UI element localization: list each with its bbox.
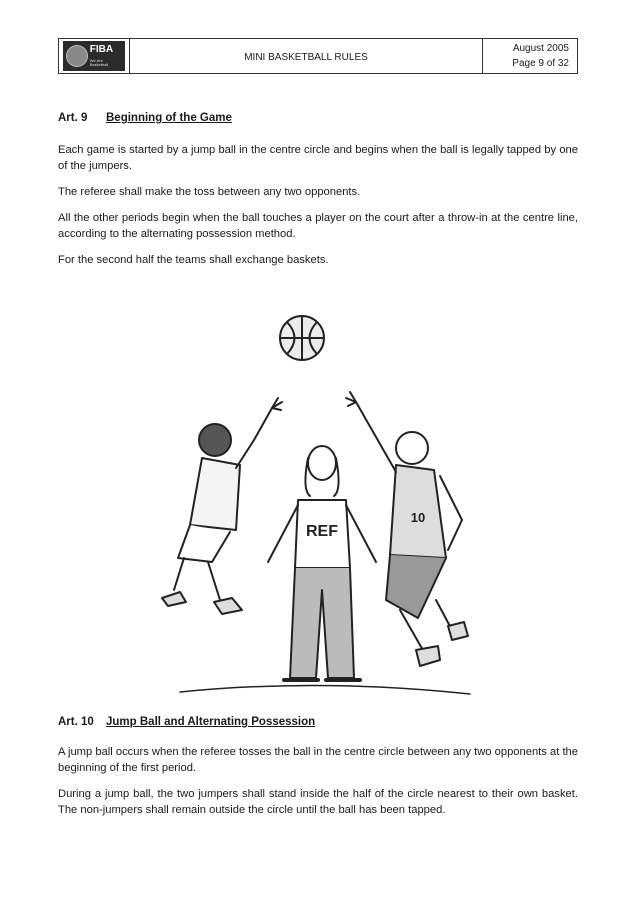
paragraph: During a jump ball, the two jumpers shall stand inside the half of the circle nearest to their own basket. The non-jumpers shall remain outside the circle until the ball has been tapped. bbox=[58, 788, 578, 816]
page-number: Page 9 of 32 bbox=[512, 58, 569, 69]
document-date: August 2005 bbox=[512, 43, 569, 54]
article-9 bbox=[58, 110, 578, 278]
article-number: Art. 10 bbox=[58, 716, 94, 728]
right-player bbox=[346, 392, 468, 666]
document-title: MINI BASKETBALL RULES bbox=[130, 39, 483, 73]
date-cell bbox=[483, 39, 577, 73]
article-title: Beginning of the Game bbox=[106, 112, 232, 124]
basketball-icon bbox=[280, 316, 324, 360]
logo-name: FIBA bbox=[89, 44, 114, 55]
article-title: Jump Ball and Alternating Possession bbox=[106, 716, 316, 728]
court-line bbox=[180, 685, 470, 694]
logo-tagline: We Are Basketball bbox=[89, 58, 109, 67]
paragraph: For the second half the teams shall exchange baskets. bbox=[58, 254, 329, 266]
page-header bbox=[58, 38, 578, 74]
jump-ball-illustration bbox=[150, 300, 490, 700]
referee-shirt-label: REF bbox=[306, 523, 338, 540]
article-heading bbox=[58, 714, 578, 730]
article-heading bbox=[58, 110, 578, 126]
basketball-logo-icon bbox=[66, 45, 88, 67]
paragraph: Each game is started by a jump ball in the centre circle and begins when the ball is legally tapped by one of the jumpers. bbox=[58, 144, 578, 172]
article-10 bbox=[58, 714, 578, 828]
paragraph: The referee shall make the toss between any two opponents. bbox=[58, 186, 361, 198]
fiba-logo bbox=[63, 41, 125, 71]
referee bbox=[268, 446, 376, 680]
logo-cell bbox=[59, 39, 130, 73]
left-player bbox=[162, 398, 282, 614]
paragraph: A jump ball occurs when the referee tosses the ball in the centre circle between any two opponents at the beginning of the first period. bbox=[58, 746, 578, 774]
article-number: Art. 9 bbox=[58, 112, 88, 124]
player-number-label: 10 bbox=[410, 510, 426, 525]
paragraph: All the other periods begin when the ball touches a player on the court after a throw-in at the centre line, according to the alternating possession method. bbox=[58, 212, 578, 240]
